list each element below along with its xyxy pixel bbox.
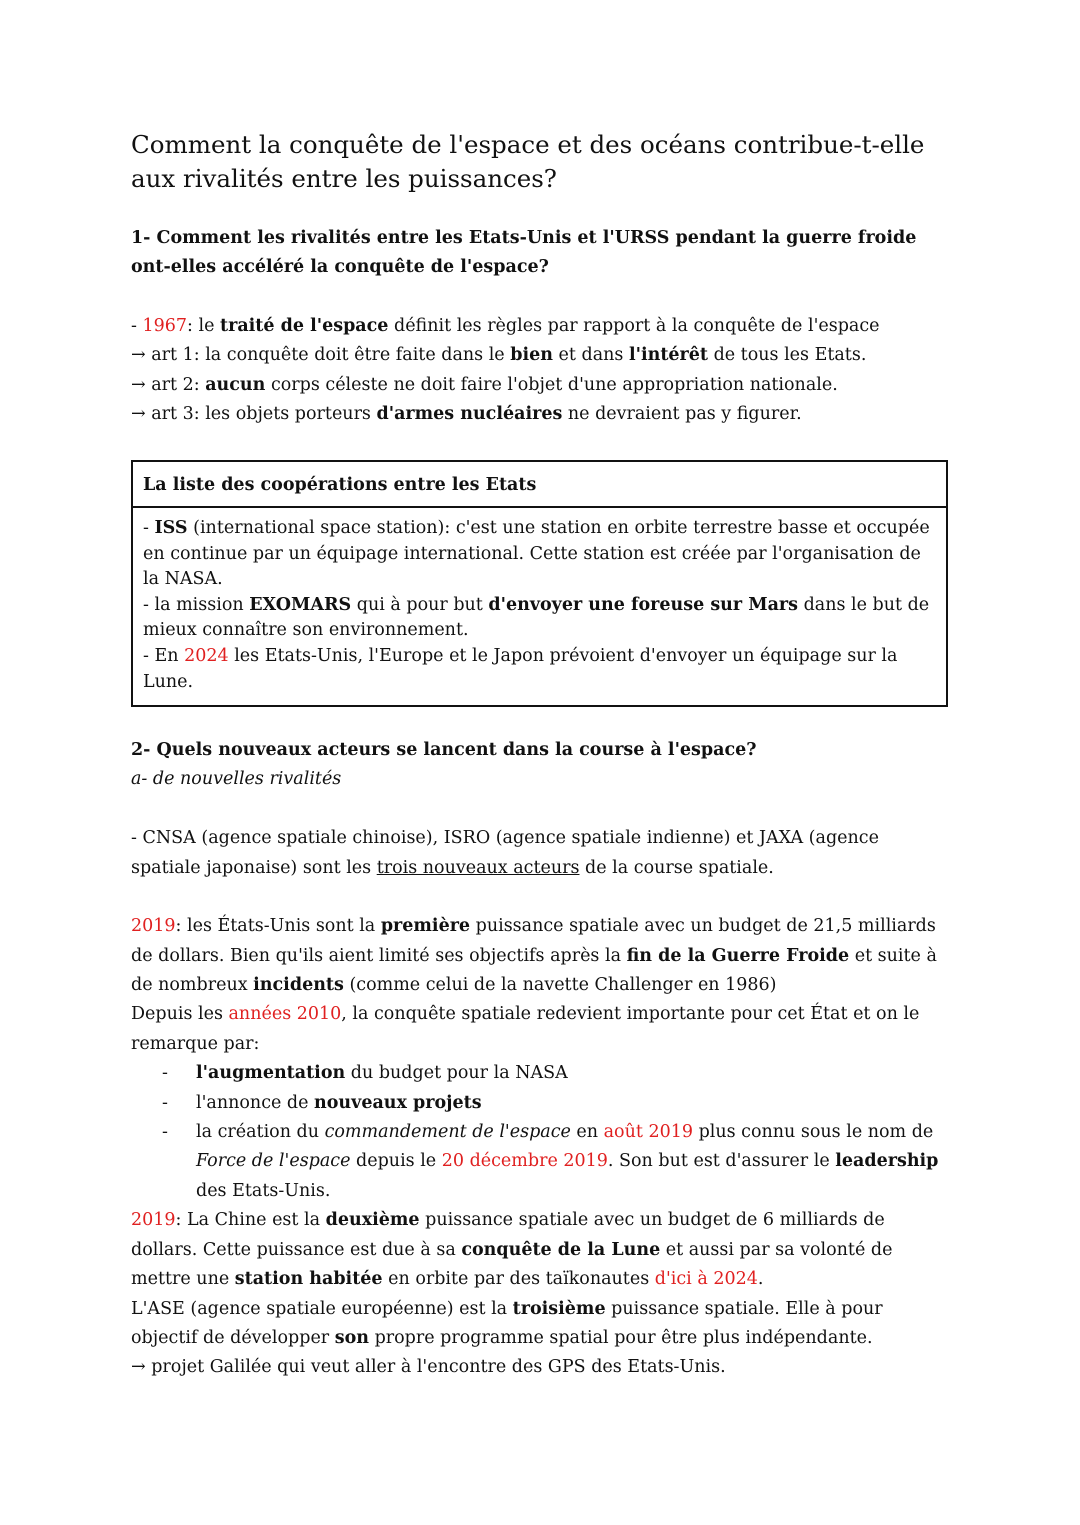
section-1-heading: 1- Comment les rivalités entre les Etats-Unis et l'URSS pendant la guerre froide ont-elles accéléré la conquête de l'espace? (131, 228, 917, 277)
section-2-heading: 2- Quels nouveaux acteurs se lancent dans la course à l'espace? (131, 740, 757, 760)
usa-paragraph: 2019: les États-Unis sont la première puissance spatiale avec un budget de 21,5 milliards de dollars. Bien qu'ils aient limité ses objectifs après la fin de la Guerre Froide et suite à de nombreux incidents (comme celui de la navette Challenger en 1986) (131, 916, 937, 996)
new-actors-paragraph: - CNSA (agence spatiale chinoise), ISRO (agence spatiale indienne) et JAXA (agence spatiale japonaise) sont les trois nouveaux acteurs de la course spatiale. (131, 828, 879, 878)
document-top (131, 128, 951, 430)
moon-item: - En 2024 les Etats-Unis, l'Europe et le Japon prévoient d'envoyer un équipage sur la Lune. (143, 645, 898, 692)
section-2-subheading: a- de nouvelles rivalités (131, 769, 342, 789)
article-2: → art 2: aucun corps céleste ne doit faire l'objet d'une appropriation nationale. (131, 374, 838, 395)
usa-measures-list (131, 1059, 951, 1206)
section-2 (131, 736, 951, 1383)
list-item: - la création du commandement de l'espace en août 2019 plus connu sous le nom de Force de l'espace depuis le 20 décembre 2019. Son but est d'assurer le leadership des Etats-Unis. (162, 1122, 939, 1201)
year-1967: 1967 (142, 316, 188, 336)
article-3: → art 3: les objets porteurs d'armes nucléaires ne devraient pas y figurer. (131, 404, 802, 425)
iss-item: - ISS (international space station): c'est une station en orbite terrestre basse et occupée en continue par un équipage international. Cette station est créée par l'organisation de la NASA. (143, 518, 930, 590)
cooperation-box-heading: La liste des coopérations entre les Etats (133, 462, 946, 508)
treaty-line: - 1967: le traité de l'espace définit les règles par rapport à la conquête de l'espace (131, 316, 880, 336)
cooperation-box (131, 460, 948, 707)
galileo-line: → projet Galilée qui veut aller à l'encontre des GPS des Etats-Unis. (131, 1357, 726, 1378)
cooperation-box-body (133, 508, 946, 695)
document-title: Comment la conquête de l'espace et des océans contribue-t-elle aux rivalités entre les puissances? (131, 130, 925, 193)
list-item: - l'augmentation du budget pour la NASA (162, 1063, 568, 1084)
china-paragraph: 2019: La Chine est la deuxième puissance spatiale avec un budget de 6 milliards de dollars. Cette puissance est due à sa conquête de la Lune et aussi par sa volonté de mettre une station habitée en orbite par des taïkonautes d'ici à 2024. (131, 1210, 893, 1290)
exomars-item: - la mission EXOMARS qui à pour but d'envoyer une foreuse sur Mars dans le but de mieux connaître son environnement. (143, 594, 930, 641)
since-2010-paragraph: Depuis les années 2010, la conquête spatiale redevient importante pour cet État et on le remarque par: (131, 1004, 920, 1054)
article-1: → art 1: la conquête doit être faite dans le bien et dans l'intérêt de tous les Etats. (131, 345, 867, 366)
ase-paragraph: L'ASE (agence spatiale européenne) est la troisième puissance spatiale. Elle à pour objectif de développer son propre programme spatial pour être plus indépendante. (131, 1298, 883, 1348)
list-item: - l'annonce de nouveaux projets (162, 1092, 482, 1113)
